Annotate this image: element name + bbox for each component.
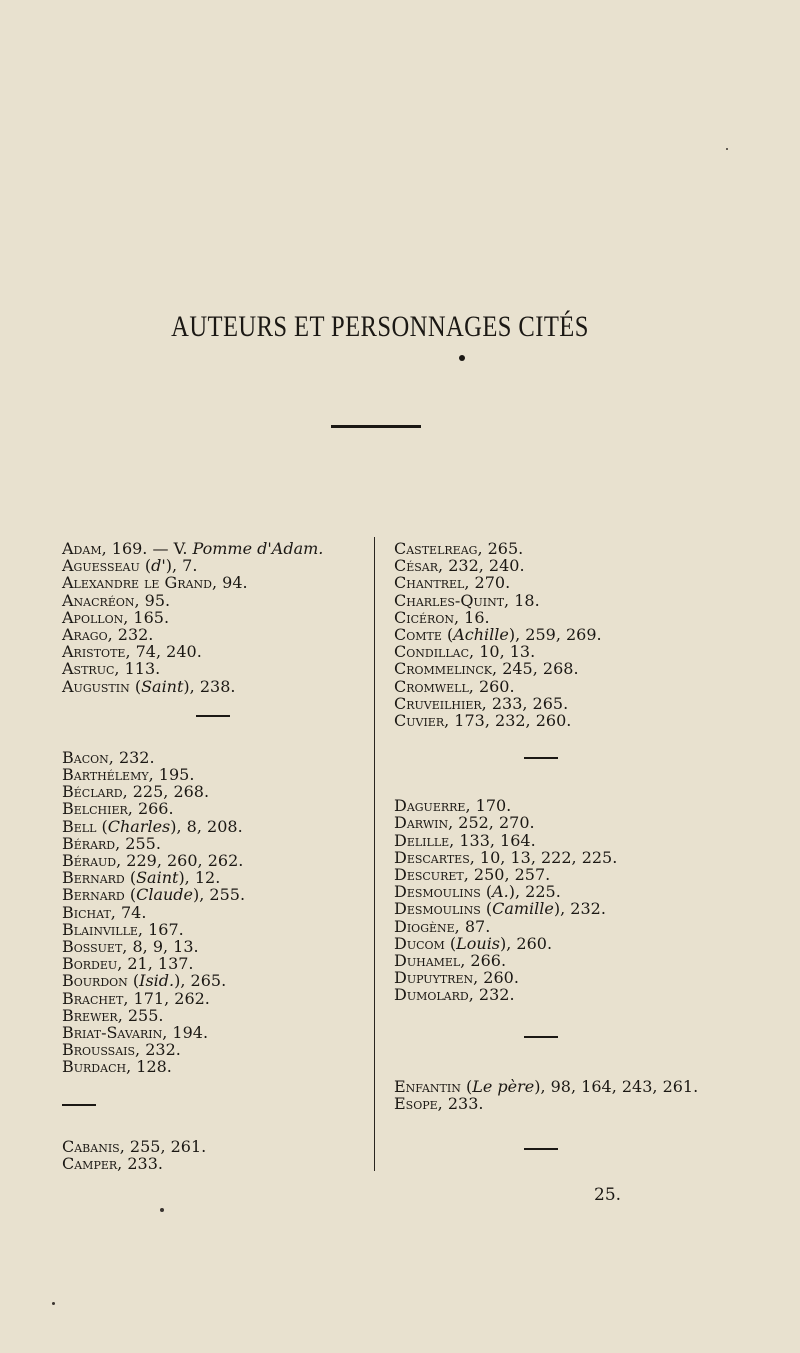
entry-italic: Le père [472, 1076, 535, 1096]
index-entry [62, 955, 367, 972]
index-entry [394, 883, 714, 900]
index-entry [394, 952, 714, 969]
index-column-left [62, 540, 367, 1172]
index-entry [62, 921, 367, 938]
entry-text: , 95. [134, 590, 171, 610]
entry-name: Bichat [62, 902, 111, 922]
entry-name: Arago [62, 625, 108, 645]
entry-text: , 10, 13. [469, 642, 536, 662]
entry-name: Blainville [62, 919, 138, 939]
entry-name: Bell [62, 816, 97, 836]
entry-italic: Louis [456, 933, 501, 953]
entry-text: , 255, 261. [119, 1136, 207, 1156]
index-entry [62, 766, 367, 783]
index-entry [62, 783, 367, 800]
entry-text: , 195. [148, 765, 195, 785]
title-ornament-dot [459, 355, 465, 361]
entry-name: Ducom [394, 933, 445, 953]
entry-text: ( [480, 899, 493, 919]
entry-name: Aguesseau [62, 556, 140, 576]
entry-text: , 232. [135, 1040, 181, 1060]
entry-text: , 260. [473, 968, 519, 988]
entry-text: , 232. [108, 747, 155, 767]
entry-text: , 245, 268. [492, 659, 579, 679]
section-b [62, 749, 367, 1076]
entry-pages: ), 260. [500, 933, 553, 953]
entry-name: Apollon [62, 607, 124, 627]
section-c-continued [394, 540, 714, 729]
index-entry [62, 938, 367, 955]
entry-name: Darwin [394, 813, 449, 833]
entry-text: , 255. [117, 1005, 164, 1025]
entry-italic: Saint [141, 676, 184, 696]
index-entry [62, 972, 367, 989]
entry-text: , 10, 13, 222, 225. [469, 847, 618, 867]
entry-text: , 133, 164. [449, 830, 536, 850]
entry-text: , 16. [453, 607, 490, 627]
entry-text: , 167. [137, 919, 184, 939]
index-entry [394, 849, 714, 866]
index-entry [62, 1041, 367, 1058]
paper-speck [160, 1208, 164, 1212]
index-entry [394, 1095, 714, 1112]
entry-name: Bernard [62, 868, 125, 888]
entry-text: ( [460, 1076, 473, 1096]
entry-name: Bernard [62, 885, 125, 905]
entry-name: Esope [394, 1093, 438, 1113]
entry-text: , 233. [117, 1153, 163, 1173]
section-separator [524, 1148, 558, 1150]
index-entry [394, 986, 714, 1003]
index-entry [394, 918, 714, 935]
entry-pages: ), 232. [553, 899, 606, 919]
section-a [62, 540, 367, 695]
section-separator [524, 757, 558, 759]
index-entry [394, 557, 714, 574]
index-entry [62, 835, 367, 852]
entry-text: , 74, 240. [125, 642, 202, 662]
entry-name: Broussais [62, 1040, 136, 1060]
entry-text: , 169. — V. [101, 539, 193, 558]
entry-italic: Saint [136, 868, 179, 888]
entry-pages: ), 225. [508, 882, 561, 902]
entry-text: , 233, 265. [481, 693, 569, 713]
index-entry [62, 886, 367, 903]
entry-name: Duhamel [394, 951, 461, 971]
entry-name: Daguerre [394, 796, 466, 816]
entry-name: Astruc [62, 659, 115, 679]
entry-name: Desmoulins [394, 899, 481, 919]
index-entry [62, 557, 367, 574]
index-entry [394, 609, 714, 626]
index-column-right [394, 540, 714, 1150]
entry-text: , 232. [107, 625, 154, 645]
index-entry [394, 574, 714, 591]
entry-text: , 255. [115, 833, 161, 853]
entry-text: , 232. [468, 985, 515, 1005]
index-entry [62, 818, 367, 835]
entry-text: ( [441, 625, 454, 645]
entry-pages: ), 265. [174, 971, 227, 991]
entry-name: Enfantin [394, 1076, 461, 1096]
entry-italic: Pomme d'Adam. [192, 539, 324, 558]
entry-italic: Claude [136, 885, 193, 905]
entry-name: Bacon [62, 747, 109, 767]
section-separator [62, 1104, 96, 1106]
page-title: AUTEURS ET PERSONNAGES CITÉS [171, 310, 589, 343]
entry-name: Desmoulins [394, 882, 481, 902]
index-entry [394, 626, 714, 643]
index-entry [394, 592, 714, 609]
entry-name: Castelreag [394, 539, 478, 558]
entry-text: ( [124, 885, 137, 905]
entry-name: Bourdon [62, 971, 128, 991]
index-entry [394, 832, 714, 849]
index-entry [62, 540, 367, 557]
entry-text: , 87. [454, 916, 491, 936]
index-entry [394, 678, 714, 695]
entry-text: , 250, 257. [463, 865, 551, 885]
entry-text: ( [127, 971, 140, 991]
index-entry [394, 969, 714, 986]
index-entry [394, 643, 714, 660]
entry-name: Diogène [394, 916, 455, 936]
entry-text: , 266. [127, 799, 174, 819]
entry-text: ( [139, 556, 152, 576]
index-entry [62, 574, 367, 591]
entry-text: , 94. [212, 573, 248, 593]
section-c [62, 1138, 367, 1172]
index-entry [394, 695, 714, 712]
entry-text: , 171, 262. [123, 988, 210, 1008]
index-entry [62, 660, 367, 677]
index-entry [394, 540, 714, 557]
entry-name: Descartes [394, 847, 470, 867]
index-entry [62, 1007, 367, 1024]
entry-pages: ), 255. [193, 885, 246, 905]
index-entry [62, 990, 367, 1007]
entry-text: , 232, 240. [438, 556, 525, 576]
index-entry [394, 900, 714, 917]
entry-text: ( [444, 933, 457, 953]
entry-name: Briat-Savarin [62, 1023, 163, 1043]
entry-text: , 173, 232, 260. [444, 711, 572, 731]
paper-speck [726, 148, 728, 150]
index-entry [394, 1078, 714, 1095]
entry-name: Cicéron [394, 607, 454, 627]
entry-name: Dupuytren [394, 968, 474, 988]
entry-italic: Camille [492, 899, 554, 919]
entry-name: Anacréon [62, 590, 135, 610]
entry-text: , 225, 268. [122, 782, 210, 802]
entry-pages: ), 98, 164, 243, 261. [534, 1076, 699, 1096]
entry-name: Brewer [62, 1005, 118, 1025]
index-entry [62, 643, 367, 660]
entry-name: Charles-Quint [394, 590, 505, 610]
index-entry [62, 749, 367, 766]
entry-text: , 229, 260, 262. [116, 851, 244, 871]
entry-text: , 265. [477, 539, 524, 558]
entry-name: Camper [62, 1153, 118, 1173]
entry-text: , 21, 137. [117, 954, 194, 974]
entry-italic: Charles [107, 816, 171, 836]
entry-text: ( [129, 676, 142, 696]
index-entry [62, 869, 367, 886]
entry-text: , 170. [465, 796, 512, 816]
index-entry [62, 800, 367, 817]
paper-speck [52, 1302, 55, 1305]
entry-text: , 252, 270. [448, 813, 535, 833]
entry-text: , 260. [468, 676, 515, 696]
entry-text: , 233. [437, 1093, 484, 1113]
entry-name: Comte [394, 625, 442, 645]
index-entry [394, 814, 714, 831]
index-entry [394, 866, 714, 883]
entry-pages: ), 12. [178, 868, 221, 888]
entry-name: Barthélemy [62, 765, 149, 785]
entry-italic: Isid. [139, 971, 175, 991]
entry-italic: d' [151, 556, 166, 576]
entry-text: , 18. [504, 590, 540, 610]
entry-text: , 266. [460, 951, 507, 971]
section-d [394, 797, 714, 1003]
index-entry [62, 592, 367, 609]
entry-name: Dumolard [394, 985, 469, 1005]
index-entry [394, 712, 714, 729]
entry-name: Chantrel [394, 573, 465, 593]
index-entry [62, 678, 367, 695]
entry-name: Alexandre le Grand [62, 573, 212, 593]
entry-name: Delille [394, 830, 450, 850]
section-separator [524, 1036, 558, 1038]
title-rule [331, 425, 421, 428]
entry-text: ( [96, 816, 108, 836]
index-entry [394, 935, 714, 952]
entry-name: Aristote [62, 642, 126, 662]
entry-name: Condillac [394, 642, 470, 662]
entry-name: Bordeu [62, 954, 118, 974]
entry-name: Béraud [62, 851, 117, 871]
entry-name: Belchier [62, 799, 128, 819]
column-divider [374, 537, 375, 1171]
index-entry [62, 1024, 367, 1041]
index-entry [62, 904, 367, 921]
entry-text: , 270. [464, 573, 511, 593]
entry-text: , 128. [126, 1057, 172, 1077]
entry-name: Cromwell [394, 676, 469, 696]
entry-name: César [394, 556, 439, 576]
entry-name: Cruveilhier [394, 693, 482, 713]
entry-name: Descuret [394, 865, 464, 885]
index-entry [62, 626, 367, 643]
section-e [394, 1078, 714, 1112]
entry-text: , 194. [162, 1023, 209, 1043]
entry-name: Crommelinck [394, 659, 493, 679]
index-entry [62, 1058, 367, 1075]
entry-name: Bérard [62, 833, 116, 853]
entry-text: , 8, 9, 13. [122, 937, 199, 957]
entry-pages: ), 238. [183, 676, 236, 696]
index-entry [62, 1155, 367, 1172]
entry-name: Cabanis [62, 1136, 120, 1156]
entry-name: Béclard [62, 782, 123, 802]
entry-italic: A. [492, 882, 509, 902]
entry-name: Brachet [62, 988, 124, 1008]
entry-text: ( [480, 882, 493, 902]
entry-text: , 113. [114, 659, 161, 679]
entry-pages: ), 259, 269. [508, 625, 602, 645]
entry-italic: Achille [453, 625, 509, 645]
index-entry [394, 797, 714, 814]
entry-text: , 74. [110, 902, 147, 922]
index-entry [62, 852, 367, 869]
entry-name: Bossuet [62, 937, 123, 957]
entry-text: ( [124, 868, 137, 888]
page-number: 25. [594, 1185, 622, 1205]
entry-name: Augustin [62, 676, 130, 696]
entry-name: Adam [62, 539, 102, 558]
entry-name: Burdach [62, 1057, 127, 1077]
entry-pages: ), 7. [165, 556, 198, 576]
entry-pages: ), 8, 208. [170, 816, 243, 836]
index-entry [62, 609, 367, 626]
index-entry [62, 1138, 367, 1155]
index-entry [394, 660, 714, 677]
entry-text: , 165. [123, 607, 170, 627]
entry-name: Cuvier [394, 711, 445, 731]
